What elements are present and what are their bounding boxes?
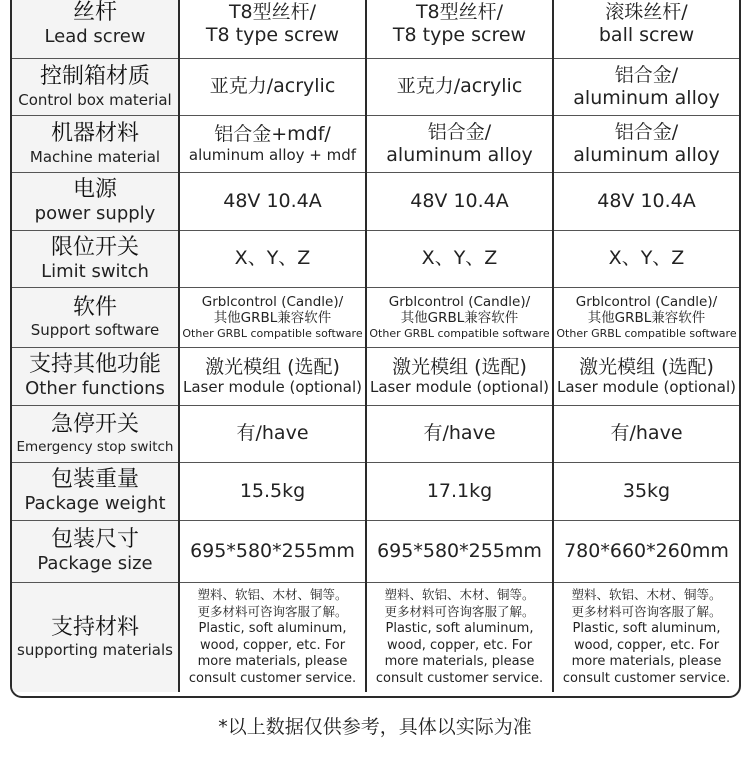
cell-line: 780*660*260mm <box>564 539 729 562</box>
table-cell <box>366 287 553 347</box>
table-row <box>12 582 739 692</box>
row-label <box>12 287 179 347</box>
cell-line: 铝合金/ <box>614 120 679 143</box>
cell-line: 塑料、软铝、木材、铜等。 <box>571 587 722 603</box>
row-label <box>12 115 179 172</box>
table-row <box>12 462 739 520</box>
table-row <box>12 0 739 58</box>
row-label-en: Package weight <box>24 493 166 515</box>
row-label-en: Control box material <box>18 90 172 109</box>
row-label <box>12 230 179 287</box>
row-label-zh: 控制箱材质 <box>39 64 150 90</box>
cell-line: 有/have <box>236 422 309 445</box>
spec-table-card <box>10 0 741 698</box>
cell-line: 48V 10.4A <box>410 189 509 212</box>
cell-line: 其他GRBL兼容软件 <box>587 310 706 327</box>
table-cell <box>553 115 739 172</box>
cell-line: Grblcontrol (Candle)/ <box>388 294 531 311</box>
cell-line: 塑料、软铝、木材、铜等。 <box>197 587 348 603</box>
cell-line: consult customer service. <box>562 670 731 686</box>
cell-line: 48V 10.4A <box>223 189 322 212</box>
row-label <box>12 582 179 692</box>
cell-line: wood, copper, etc. For <box>386 637 533 653</box>
row-label <box>12 347 179 405</box>
table-cell <box>179 287 366 347</box>
cell-line: Other GRBL compatible software <box>556 326 737 340</box>
table-row <box>12 405 739 462</box>
cell-line: 其他GRBL兼容软件 <box>400 310 519 327</box>
row-label-en: Limit switch <box>41 260 149 282</box>
row-label <box>12 172 179 230</box>
cell-line: aluminum alloy + mdf <box>188 145 357 164</box>
row-label-zh: 机器材料 <box>50 121 139 147</box>
cell-line: aluminum alloy <box>573 143 720 166</box>
cell-line: 695*580*255mm <box>190 539 355 562</box>
table-cell <box>179 58 366 115</box>
cell-line: X、Y、Z <box>608 247 685 270</box>
table-cell <box>553 230 739 287</box>
table-row <box>12 287 739 347</box>
row-label <box>12 0 179 58</box>
cell-line: Grblcontrol (Candle)/ <box>201 294 344 311</box>
row-label-en: supporting materials <box>17 641 173 660</box>
table-cell <box>179 462 366 520</box>
cell-line: Plastic, soft aluminum, <box>198 620 347 636</box>
cell-line: 48V 10.4A <box>597 189 696 212</box>
table-cell <box>366 58 553 115</box>
table-cell <box>179 405 366 462</box>
cell-line: 塑料、软铝、木材、铜等。 <box>384 587 535 603</box>
row-label-en: Other functions <box>25 378 165 400</box>
row-label-en: Lead screw <box>44 26 146 48</box>
table-cell <box>366 115 553 172</box>
table-cell <box>366 347 553 405</box>
cell-line: Laser module (optional) <box>182 378 362 397</box>
table-cell <box>366 520 553 582</box>
cell-line: Grblcontrol (Candle)/ <box>575 294 718 311</box>
row-label-zh: 支持其他功能 <box>28 352 161 377</box>
cell-line: 激光模组 (选配) <box>579 355 714 378</box>
cell-line: more materials, please <box>197 654 348 670</box>
cell-line: Plastic, soft aluminum, <box>572 620 721 636</box>
cell-line: X、Y、Z <box>234 247 311 270</box>
row-label <box>12 462 179 520</box>
cell-line: 滚珠丝杆/ <box>605 0 688 23</box>
row-label-zh: 软件 <box>72 294 117 320</box>
cell-line: ball screw <box>598 23 695 46</box>
cell-line: 有/have <box>423 422 496 445</box>
table-cell <box>553 582 739 692</box>
table-cell <box>179 230 366 287</box>
table-row <box>12 230 739 287</box>
row-label <box>12 520 179 582</box>
row-label-en: Support software <box>30 321 160 340</box>
table-cell <box>366 230 553 287</box>
disclaimer-footnote: *以上数据仅供参考，具体以实际为准 <box>218 716 532 738</box>
cell-line: Other GRBL compatible software <box>182 326 363 340</box>
row-label-zh: 支持材料 <box>50 615 139 641</box>
row-label-zh: 丝杆 <box>72 0 117 25</box>
cell-line: T8型丝杆/ <box>415 0 504 23</box>
table-cell <box>179 582 366 692</box>
row-label-en: power supply <box>34 203 156 225</box>
cell-line: wood, copper, etc. For <box>199 637 346 653</box>
row-label-zh: 急停开关 <box>50 412 139 438</box>
cell-line: Laser module (optional) <box>556 378 736 397</box>
table-cell <box>179 347 366 405</box>
cell-line: 15.5kg <box>239 479 306 502</box>
cell-line: wood, copper, etc. For <box>573 637 720 653</box>
cell-line: 亚克力/acrylic <box>209 75 336 98</box>
table-cell <box>553 58 739 115</box>
row-label-zh: 包装重量 <box>50 467 139 492</box>
table-cell <box>179 0 366 58</box>
row-label-zh: 电源 <box>72 177 117 202</box>
cell-line: 激光模组 (选配) <box>392 355 527 378</box>
table-row <box>12 58 739 115</box>
table-cell <box>553 462 739 520</box>
table-cell <box>366 0 553 58</box>
table-cell <box>553 0 739 58</box>
table-cell <box>553 520 739 582</box>
row-label-en: Machine material <box>29 147 161 166</box>
table-cell <box>179 172 366 230</box>
table-cell <box>553 287 739 347</box>
cell-line: 亚克力/acrylic <box>396 75 523 98</box>
row-label-zh: 包装尺寸 <box>50 527 139 552</box>
table-cell <box>366 582 553 692</box>
cell-line: Other GRBL compatible software <box>369 326 550 340</box>
cell-line: 更多材料可咨询客服了解。 <box>384 604 535 619</box>
table-row <box>12 347 739 405</box>
cell-line: T8型丝杆/ <box>228 0 317 23</box>
cell-line: consult customer service. <box>375 670 544 686</box>
row-label-en: Emergency stop switch <box>16 438 174 455</box>
cell-line: consult customer service. <box>188 670 357 686</box>
cell-line: 17.1kg <box>426 479 493 502</box>
table-row <box>12 520 739 582</box>
table-cell <box>366 172 553 230</box>
cell-line: 铝合金+mdf/ <box>214 123 331 146</box>
cell-line: 其他GRBL兼容软件 <box>213 310 332 327</box>
row-label <box>12 58 179 115</box>
table-cell <box>553 405 739 462</box>
cell-line: 有/have <box>610 422 683 445</box>
table-cell <box>179 115 366 172</box>
cell-line: Laser module (optional) <box>369 378 549 397</box>
cell-line: 35kg <box>622 479 671 502</box>
table-cell <box>366 405 553 462</box>
cell-line: 695*580*255mm <box>377 539 542 562</box>
table-row <box>12 115 739 172</box>
cell-line: 更多材料可咨询客服了解。 <box>197 604 348 619</box>
cell-line: aluminum alloy <box>573 86 720 109</box>
table-cell <box>553 347 739 405</box>
cell-line: 激光模组 (选配) <box>205 355 340 378</box>
cell-line: X、Y、Z <box>421 247 498 270</box>
cell-line: T8 type screw <box>205 23 340 46</box>
table-cell <box>553 172 739 230</box>
cell-line: T8 type screw <box>392 23 527 46</box>
row-label-en: Package size <box>37 553 153 575</box>
table-row <box>12 172 739 230</box>
table-cell <box>179 520 366 582</box>
cell-line: more materials, please <box>571 654 722 670</box>
table-cell <box>366 462 553 520</box>
cell-line: 铝合金/ <box>427 120 492 143</box>
row-label-zh: 限位开关 <box>50 234 139 260</box>
cell-line: 铝合金/ <box>614 63 679 86</box>
cell-line: aluminum alloy <box>386 143 533 166</box>
row-label <box>12 405 179 462</box>
cell-line: 更多材料可咨询客服了解。 <box>571 604 722 619</box>
cell-line: Plastic, soft aluminum, <box>385 620 534 636</box>
cell-line: more materials, please <box>384 654 535 670</box>
spec-table <box>12 0 739 692</box>
